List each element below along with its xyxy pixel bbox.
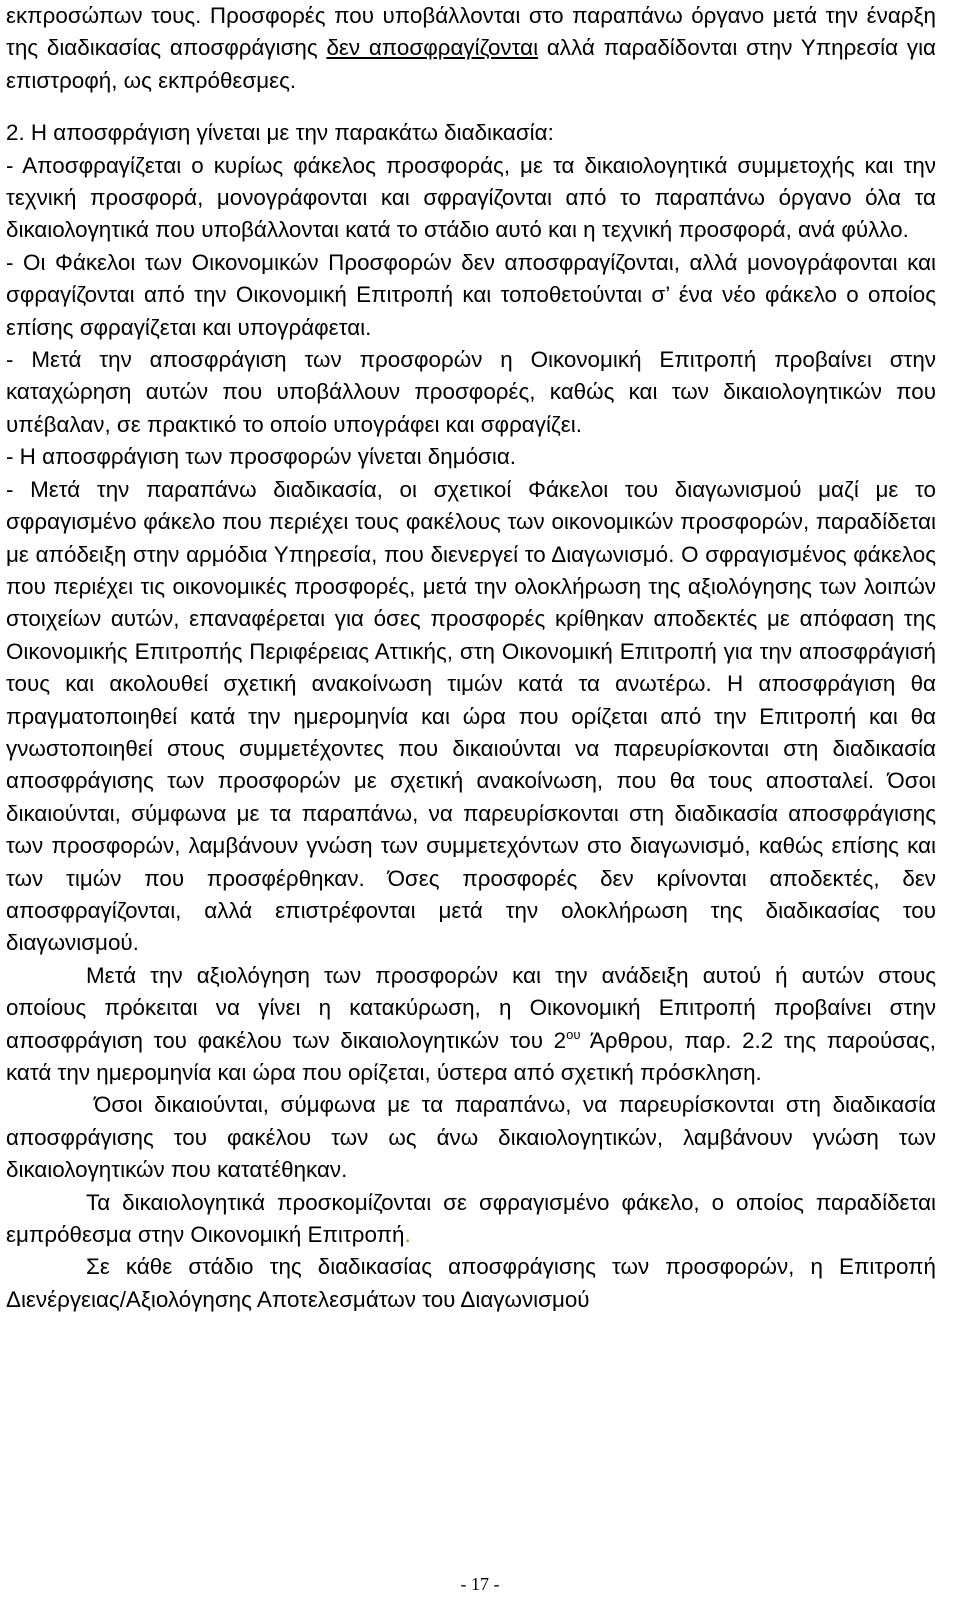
bullet-minutes-record: - Μετά την αποσφράγιση των προσφορών η Οικονομική Επιτροπή προβαίνει στην καταχώρηση αυτών που υποβάλλουν προσφορές, καθώς και των δικαιολογητικών που υπέβαλαν, σε πρακτικό το οποίο υπογράφει και σφραγίζει. — [6, 347, 936, 437]
document-page — [6, 0, 936, 1316]
bullet-main-envelope: - Αποσφραγίζεται ο κυρίως φάκελος προσφοράς, με τα δικαιολογητικά συμμετοχής και την τεχνική προσφορά, μονογράφονται και σφραγίζονται από το παραπάνω όργανο όλα τα δικαιολογητικά που υποβάλλονται κατά το στάδιο αυτό και η τεχνική προσφορά, ανά φύλλο. — [6, 152, 936, 243]
colored-period: . — [404, 1222, 411, 1248]
paragraph-each-stage: Σε κάθε στάδιο της διαδικασίας αποσφράγισης των προσφορών, η Επιτροπή Διενέργειας/Αξιολόγησης Αποτελεσμάτων του Διαγωνισμού — [6, 1254, 936, 1312]
paragraph-award-documents-text-a: Μετά την αξιολόγηση των προσφορών και την ανάδειξη αυτού ή αυτών στους οποίους πρόκειται να γίνει η κατακύρωση, η Οικονομική Επιτροπή προβαίνει στην αποσφράγιση του φακέλου των δικαιολογητικών του 2 — [6, 962, 936, 1053]
paragraph-late-offers — [6, 0, 936, 97]
page-number: - 17 - — [460, 1574, 500, 1594]
paragraph-award-documents — [6, 960, 936, 1090]
paragraph-gap — [6, 97, 936, 117]
bullet-after-procedure: - Μετά την παραπάνω διαδικασία, οι σχετικοί Φάκελοι του διαγωνισμού μαζί με το σφραγισμένο φάκελο που περιέχει τους φακέλους των οικονομικών προσφορών, παραδίδεται με απόδειξη στην αρμόδια Υπηρεσία, που διενεργεί το Διαγωνισμό. Ο σφραγισμένος φάκελος που περιέχει τις οικονομικές προσφορές, μετά την ολοκλήρωση της αξιολόγησης των λοιπών στοιχείων αυτών, επαναφέρεται για όσες προσφορές κρίθηκαν αποδεκτές με απόφαση της Οικονομικής Επιτροπής Περιφέρειας Αττικής, στη Οικονομική Επιτροπή για την αποσφράγισή τους και ακολουθεί σχετική ανακοίνωση τιμών κατά τα ανωτέρω. Η αποσφράγιση θα πραγματοποιηθεί κατά την ημερομηνία και ώρα που ορίζεται από την Επιτροπή και θα γνωστοποιηθεί στους συμμετέχοντες που δικαιούνται να παρευρίσκονται στη διαδικασία αποσφράγισης των προσφορών με σχετική ανακοίνωση, που θα τους αποσταλεί. Όσοι δικαιούνται, σύμφωνα με τα παραπάνω, να παρευρίσκονται στη διαδικασία αποσφράγισης των προσφορών, λαμβάνουν γνώση των συμμετεχόντων στο διαγωνισμό, καθώς επίσης και των τιμών που προσφέρθηκαν. Όσες προσφορές δεν κρίνονται αποδεκτές, δεν αποσφραγίζονται, αλλά επιστρέφονται μετά την ολοκλήρωση της διαδικασίας του διαγωνισμού. — [6, 476, 936, 956]
ordinal-superscript: ου — [566, 1026, 581, 1042]
paragraph-attendees: Όσοι δικαιούνται, σύμφωνα με τα παραπάνω, να παρευρίσκονται στη διαδικασία αποσφράγισης του φακέλου των ως άνω δικαιολογητικών, λαμβάνουν γνώση των δικαιολογητικών που κατατέθηκαν. — [6, 1092, 936, 1183]
paragraph-late-offers-text-a: εκπροσώπων τους. Προσφορές που υποβάλλονται στο παραπάνω όργανο μετά την έναρξη της διαδικασίας αποσφράγισης — [6, 3, 936, 61]
paragraph-sealed-envelope-text: Τα δικαιολογητικά προσκομίζονται σε σφραγισμένο φάκελο, ο οποίος παραδίδεται εμπρόθεσμα στην Οικονομική Επιτροπή — [6, 1189, 936, 1248]
section-heading-opening-procedure: 2. Η αποσφράγιση γίνεται με την παρακάτω διαδικασία: — [6, 120, 554, 146]
bullet-public-opening: - Η αποσφράγιση των προσφορών γίνεται δημόσια. — [6, 444, 517, 470]
bullet-financial-envelopes: - Οι Φάκελοι των Οικονομικών Προσφορών δεν αποσφραγίζονται, αλλά μονογράφονται και σφραγίζονται από την Οικονομική Επιτροπή και τοποθετούνται σ’ ένα νέο φάκελο ο οποίος επίσης σφραγίζεται και υπογράφεται. — [6, 249, 936, 340]
paragraph-sealed-envelope — [6, 1187, 936, 1252]
paragraph-late-offers-text-b: αλλά παραδίδονται στην Υπηρεσία για επιστροφή, ως εκπρόθεσμες. — [6, 35, 936, 93]
underlined-phrase: δεν αποσφραγίζονται — [326, 35, 539, 61]
paragraph-award-documents-text-b: Άρθρου, παρ. 2.2 της παρούσας, κατά την ημερομηνία και ώρα που ορίζεται, ύστερα από σχετική πρόσκληση. — [6, 1027, 936, 1085]
